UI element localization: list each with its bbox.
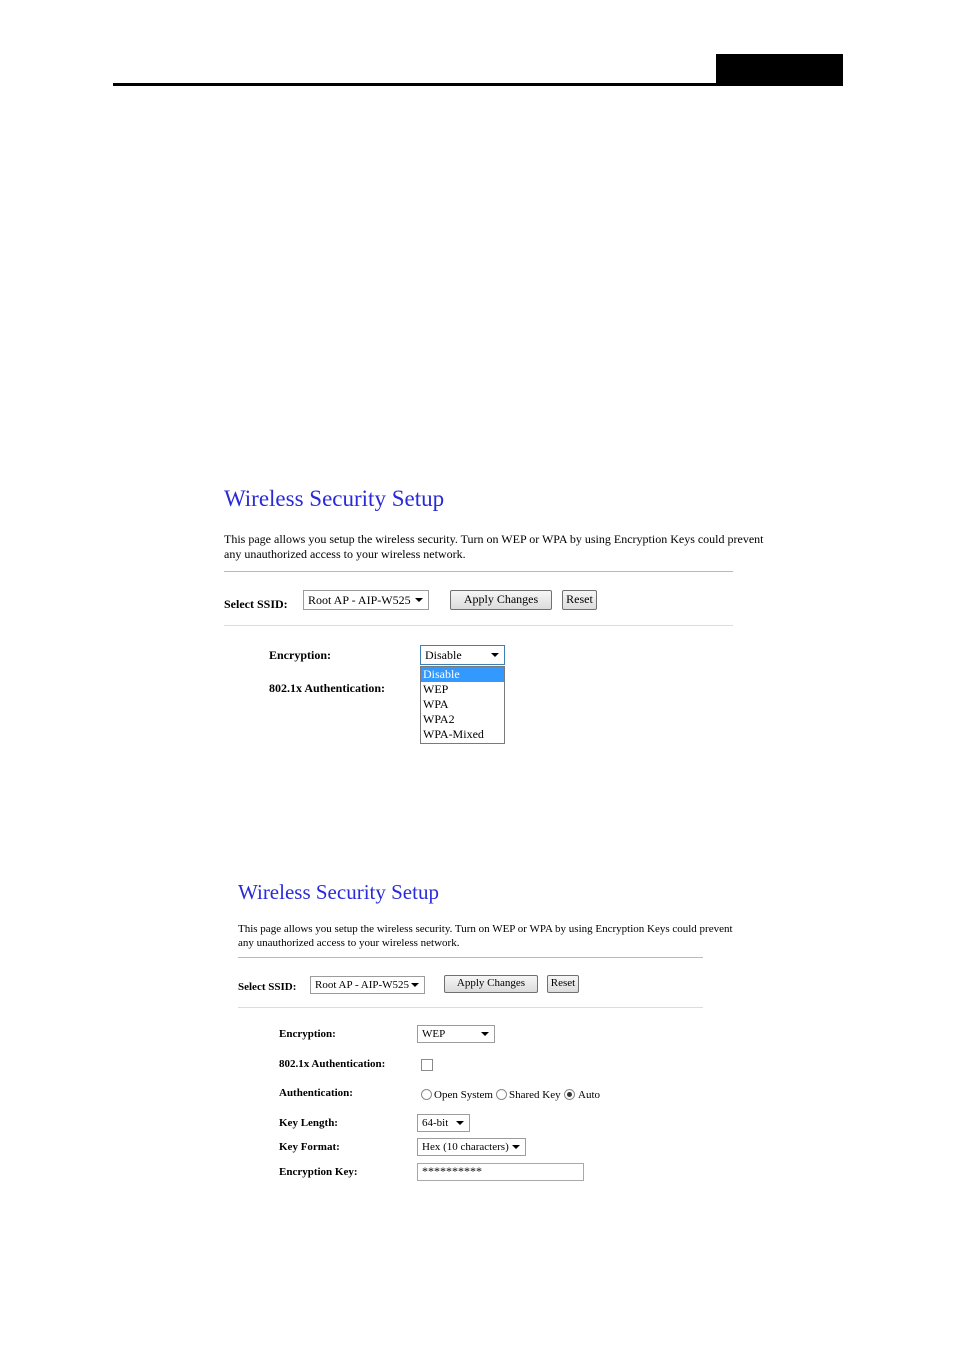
encryption-key-input[interactable]: ********** bbox=[417, 1163, 584, 1181]
key-length-label: Key Length: bbox=[279, 1117, 338, 1129]
chevron-down-icon bbox=[491, 653, 499, 657]
auth-8021x-checkbox[interactable] bbox=[421, 1059, 433, 1071]
dropdown-option-disable[interactable]: Disable bbox=[421, 667, 504, 682]
auth-radio-open-system[interactable] bbox=[421, 1089, 432, 1100]
apply-changes-button[interactable]: Apply Changes bbox=[450, 590, 552, 610]
encryption-label: Encryption: bbox=[269, 648, 332, 662]
key-format-select[interactable] bbox=[417, 1138, 526, 1156]
page-description-line2: any unauthorized access to your wireless network. bbox=[238, 937, 460, 949]
divider bbox=[238, 957, 703, 958]
reset-button[interactable]: Reset bbox=[562, 590, 597, 610]
encryption-select-value: WEP bbox=[422, 1028, 446, 1040]
chevron-down-icon bbox=[481, 1032, 489, 1036]
screenshot-wep-settings bbox=[238, 880, 733, 1190]
ssid-select[interactable] bbox=[303, 590, 429, 610]
auth-radio-shared-key[interactable] bbox=[496, 1089, 507, 1100]
dropdown-option-wpa-mixed[interactable]: WPA-Mixed bbox=[423, 727, 484, 741]
reset-button[interactable]: Reset bbox=[547, 975, 579, 993]
ssid-select[interactable] bbox=[310, 976, 425, 994]
encryption-dropdown-list bbox=[420, 666, 505, 744]
select-ssid-label: Select SSID: bbox=[238, 981, 297, 993]
key-format-label: Key Format: bbox=[279, 1141, 340, 1153]
header-rule bbox=[113, 83, 843, 86]
page-title: Wireless Security Setup bbox=[224, 486, 445, 511]
chevron-down-icon bbox=[512, 1145, 520, 1149]
divider bbox=[224, 625, 733, 626]
page-description-line2: any unauthorized access to your wireless network. bbox=[224, 547, 466, 561]
chevron-down-icon bbox=[411, 983, 419, 987]
header-black-tab bbox=[716, 54, 843, 86]
screenshot-disable-dropdown bbox=[224, 486, 764, 746]
chevron-down-icon bbox=[415, 598, 423, 602]
auth-radio-auto[interactable] bbox=[564, 1089, 575, 1100]
auth-8021x-label: 802.1x Authentication: bbox=[269, 681, 386, 695]
ssid-select-value: Root AP - AIP-W525 bbox=[308, 593, 411, 607]
page-title: Wireless Security Setup bbox=[238, 880, 439, 904]
encryption-select[interactable] bbox=[417, 1025, 495, 1043]
encryption-label: Encryption: bbox=[279, 1028, 336, 1040]
auth-radio-shared-key-label: Shared Key bbox=[509, 1089, 561, 1101]
apply-changes-button[interactable]: Apply Changes bbox=[444, 975, 538, 993]
auth-radio-auto-label: Auto bbox=[578, 1089, 600, 1101]
dropdown-option-wpa2[interactable]: WPA2 bbox=[423, 712, 455, 726]
divider bbox=[238, 1007, 703, 1008]
key-format-select-value: Hex (10 characters) bbox=[422, 1141, 509, 1153]
encryption-select-value: Disable bbox=[425, 648, 462, 662]
chevron-down-icon bbox=[456, 1121, 464, 1125]
select-ssid-label: Select SSID: bbox=[224, 597, 288, 611]
encryption-key-label: Encryption Key: bbox=[279, 1166, 358, 1178]
page-description-line1: This page allows you setup the wireless security. Turn on WEP or WPA by using Encryption Keys could prevent bbox=[238, 923, 733, 935]
dropdown-option-wpa[interactable]: WPA bbox=[423, 697, 449, 711]
encryption-select[interactable] bbox=[420, 645, 505, 665]
authentication-label: Authentication: bbox=[279, 1087, 353, 1099]
dropdown-option-wep[interactable]: WEP bbox=[423, 682, 449, 696]
ssid-select-value: Root AP - AIP-W525 bbox=[315, 979, 410, 991]
page-description-line1: This page allows you setup the wireless security. Turn on WEP or WPA by using Encryption Keys could prevent bbox=[224, 532, 764, 546]
key-length-select[interactable] bbox=[417, 1114, 470, 1132]
key-length-select-value: 64-bit bbox=[422, 1117, 449, 1129]
divider bbox=[224, 571, 733, 572]
auth-8021x-label: 802.1x Authentication: bbox=[279, 1058, 386, 1070]
auth-radio-open-system-label: Open System bbox=[434, 1089, 493, 1101]
